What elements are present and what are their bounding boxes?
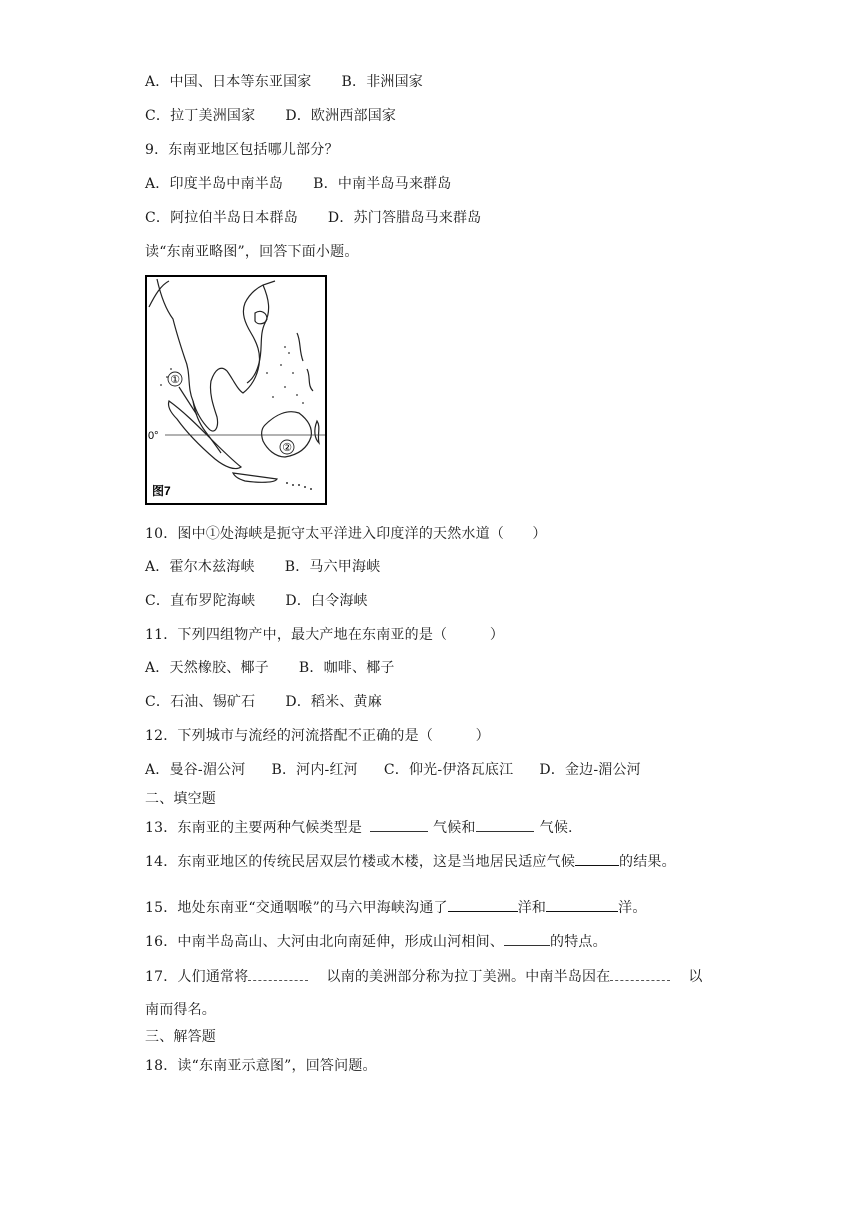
southeast-asia-map [145,275,327,505]
section-fill-blank-heading: 二、填空题 [145,791,216,807]
q11-options-row-1 [145,658,395,678]
q17-part-3: 以 [688,969,703,985]
q10-option-b: B．马六甲海峡 [284,559,381,575]
indochina-peninsula-outline [149,279,275,431]
q11-options-row-2 [145,692,382,712]
q11-stem: 11．下列四组物产中，最大产地在东南亚的是（ ） [145,627,505,643]
q16-part-2: 的特点。 [550,934,607,950]
q12-option-d: D．金边-湄公河 [539,762,641,778]
equator-label: 0° [148,430,159,442]
q17-blank-1[interactable] [248,968,308,981]
q14-blank[interactable] [575,853,619,866]
map-drawing [147,277,325,503]
q9-options-row-1 [145,174,451,194]
philippines-outline [297,333,313,391]
q17-line-1 [145,967,703,987]
q13-part-1: 13．东南亚的主要两种气候类型是 [145,820,363,836]
q13-part-2: 气候和 [433,820,476,836]
figure-caption: 图7 [152,484,171,498]
q8-option-a: A．中国、日本等东亚国家 [145,74,312,90]
q13-blank-1[interactable] [370,819,428,832]
q12-options-row [145,760,641,780]
vietnam-coast-outline [247,285,269,383]
q16 [145,932,607,952]
q11-option-a: A．天然橡胶、椰子 [145,660,269,676]
map-intro: 读“东南亚略图”，回答下面小题。 [145,244,359,260]
q11-option-d: D．稻米、黄麻 [285,694,382,710]
q12-option-b: B．河内-红河 [271,762,358,778]
q12-stem: 12．下列城市与流经的河流搭配不正确的是（ ） [145,728,490,744]
q9-option-d: D．苏门答腊岛马来群岛 [327,210,482,226]
sulawesi-outline [315,421,319,443]
q10-option-a: A．霍尔木兹海峡 [145,559,255,575]
label-1-text: ① [170,373,180,386]
q16-part-1: 16．中南半岛高山、大河由北向南延伸，形成山河相间、 [145,934,505,950]
q12-option-a: A．曼谷-湄公河 [145,762,246,778]
q8-option-d: D．欧洲西部国家 [285,108,397,124]
q16-blank[interactable] [504,933,550,946]
q8-options-row-1 [145,72,423,92]
q18-stem: 18．读“东南亚示意图”，回答问题。 [145,1058,377,1074]
label-2-text: ② [282,441,292,454]
q10-option-c: C．直布罗陀海峡 [145,593,256,609]
q8-options-row-2 [145,106,396,126]
q9-option-a: A．印度半岛中南半岛 [145,176,284,192]
q14 [145,852,676,872]
q10-options-row-1 [145,557,380,577]
q17-part-1: 17．人们通常将 [145,969,249,985]
q17-blank-2[interactable] [610,968,670,981]
q13-blank-2[interactable] [476,819,534,832]
q11-option-c: C．石油、锡矿石 [145,694,256,710]
q13 [145,818,573,838]
q10-option-d: D．白令海峡 [285,593,368,609]
q10-options-row-2 [145,591,368,611]
q8-option-b: B．非洲国家 [341,74,424,90]
q15-blank-1[interactable] [448,899,518,912]
q8-option-c: C．拉丁美洲国家 [145,108,256,124]
q15-blank-2[interactable] [546,899,618,912]
q15-part-1: 15．地处东南亚“交通咽喉”的马六甲海峡沟通了 [145,900,448,916]
q10-stem: 10．图中①处海峡是扼守太平洋进入印度洋的天然水道（ ） [145,526,547,542]
q9-options-row-2 [145,208,481,228]
hainan-island-outline [255,311,267,323]
q9-option-c: C．阿拉伯半岛日本群岛 [145,210,298,226]
q9-option-b: B．中南半岛马来群岛 [313,176,452,192]
q14-part-2: 的结果。 [619,854,676,870]
java-outline [233,473,277,482]
section-answer-heading: 三、解答题 [145,1029,216,1045]
q15-part-3: 洋。 [618,900,647,916]
q9-stem: 9．东南亚地区包括哪儿部分？ [145,142,339,158]
q15 [145,898,647,918]
q11-option-b: B．咖啡、椰子 [298,660,395,676]
q14-part-1: 14．东南亚地区的传统民居双层竹楼或木楼，这是当地居民适应气候 [145,854,576,870]
q17-part-2: 以南的美洲部分称为拉丁美洲。中南半岛因在 [326,969,611,985]
q13-part-3: 气候. [539,820,573,836]
q15-part-2: 洋和 [517,900,547,916]
q12-option-c: C．仰光-伊洛瓦底江 [383,762,514,778]
q17-line-2: 南而得名。 [145,1002,216,1018]
